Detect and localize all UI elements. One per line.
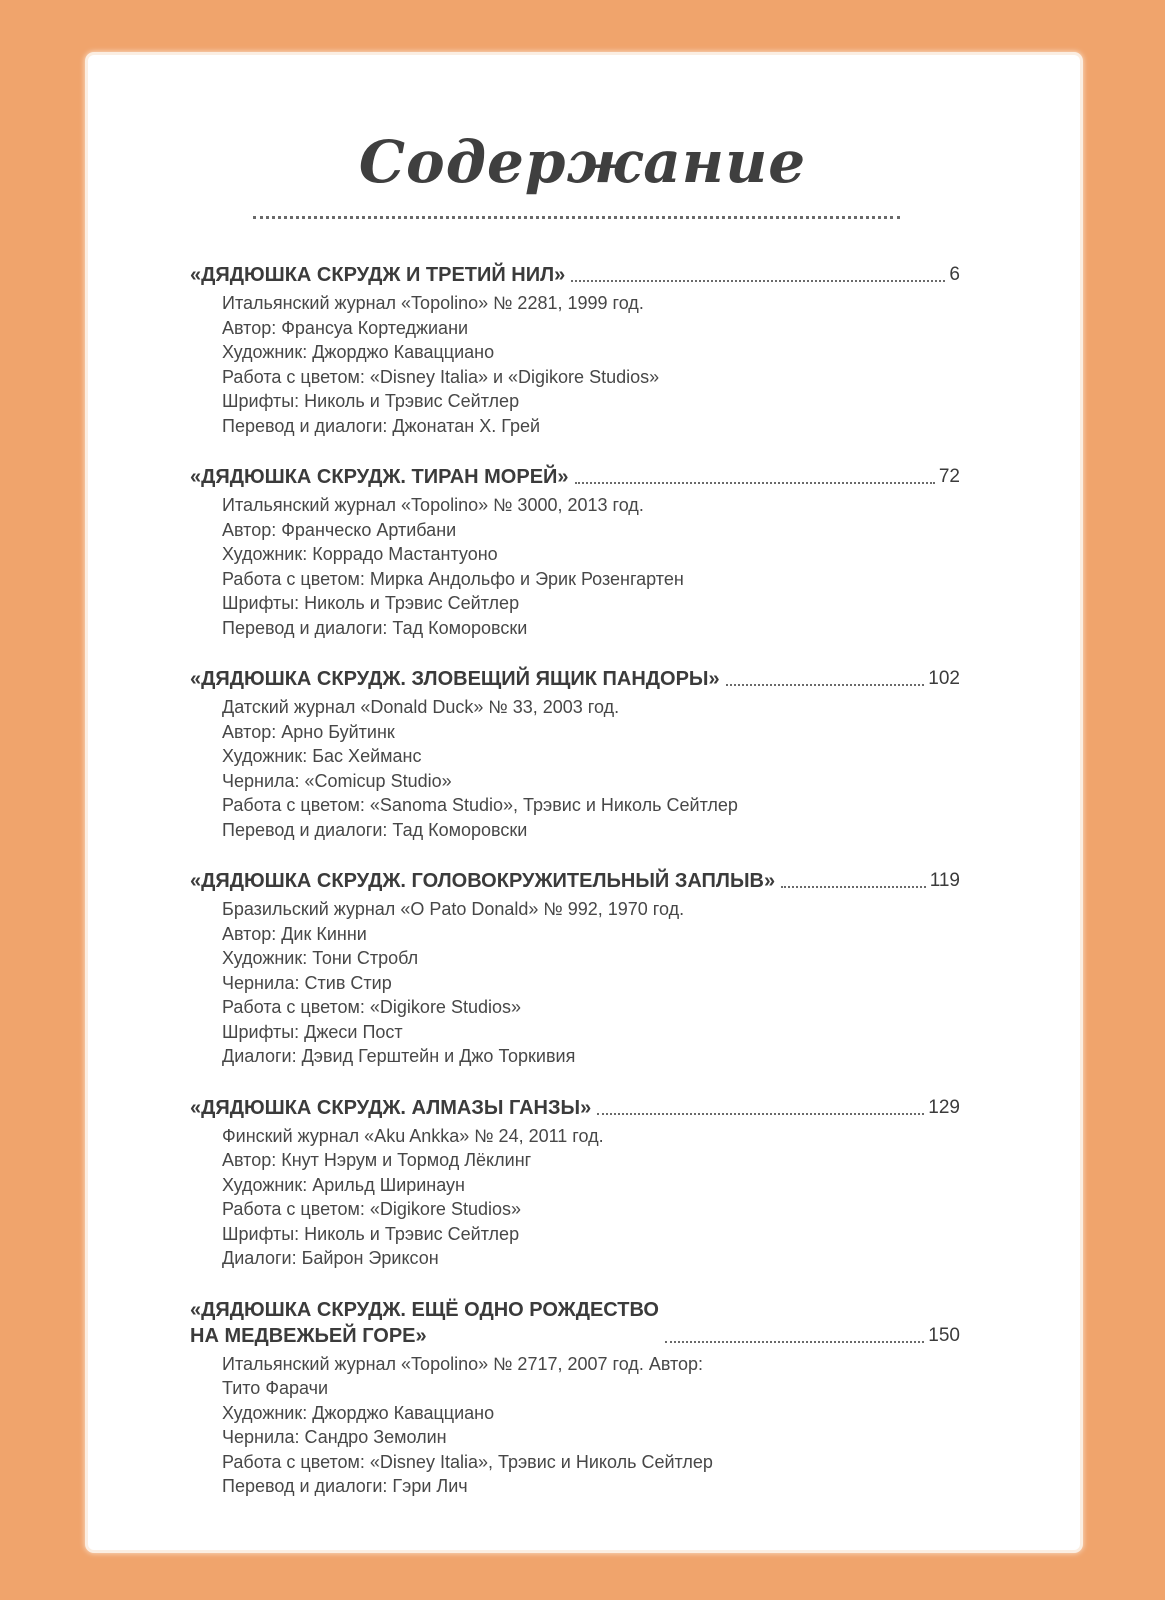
credit-line: Итальянский журнал «Topolino» № 2281, 1999 год. [222,293,644,313]
credit-line: Чернила: «Comicup Studio» [222,770,452,791]
credit-line: Работа с цветом: Мирка Андольфо и Эрик Розенгартен [222,568,684,589]
page-number: 150 [928,1324,960,1346]
credit-line: Шрифты: Николь и Трэвис Сейтлер [222,391,520,411]
entry-title: «ДЯДЮШКА СКРУДЖ. ЕЩЁ ОДНО РОЖДЕСТВО НА МЕДВЕЖЬЕЙ ГОРЕ» [190,1298,659,1347]
credit-line: Бразильский журнал «O Pato Donald» № 992, 1970 год. [222,899,685,919]
credits-list [222,1124,960,1271]
entry-header [190,868,960,894]
credit-line: Тито Фарачи [222,1378,329,1398]
credit-line: Работа с цветом: «Disney Italia» и «Digikore Studios» [222,366,660,387]
credit-line: Автор: Кнут Нэрум и Тормод Лёклинг [222,1150,532,1170]
table-of-contents [190,262,960,1525]
page-number: 102 [928,668,960,689]
credit-line: Датский журнал «Donald Duck» № 33, 2003 год. [222,697,620,717]
page-number: 6 [949,264,960,285]
entry-header [190,464,960,490]
credit-line: Художник: Бас Хейманс [222,746,422,766]
credit-line: Работа с цветом: «Sanoma Studio», Трэвис и Николь Сейтлер [222,795,738,815]
credit-line: Диалоги: Байрон Эриксон [222,1248,439,1268]
credit-line: Работа с цветом: «Digikore Studios» [222,1199,521,1219]
credit-line: Автор: Франсуа Кортеджиани [222,317,469,338]
toc-entry[interactable] [190,464,960,640]
page-number: 72 [938,466,960,487]
credit-line: Автор: Франческо Артибани [222,519,457,540]
credit-line: Чернила: Сандро Земолин [222,1427,447,1447]
credit-line: Диалоги: Дэвид Герштейн и Джо Торкивия [222,1046,576,1066]
credit-line: Художник: Джорджо Кавацциано [222,342,495,362]
title-divider [253,216,900,219]
toc-entry[interactable] [190,262,960,438]
credit-line: Художник: Джорджо Кавацциано [222,1402,495,1423]
entry-header [190,1297,960,1349]
credit-line: Шрифты: Джеси Пост [222,1021,403,1042]
dot-leader [781,886,926,888]
credit-line: Работа с цветом: «Disney Italia», Трэвис и Николь Сейтлер [222,1451,713,1472]
credit-line: Итальянский журнал «Topolino» № 3000, 2013 год. [222,495,644,515]
credit-line: Художник: Тони Стробл [222,948,419,968]
credit-line: Работа с цветом: «Digikore Studios» [222,997,521,1017]
entry-header [190,666,960,692]
page-number: 119 [929,870,960,891]
credits-list [222,1352,960,1499]
dot-leader [571,280,945,282]
page-title: Содержание [358,128,807,196]
dot-leader [726,684,925,686]
credit-line: Художник: Коррадо Мастантуоно [222,544,498,564]
entry-header [190,262,960,288]
entry-title: «ДЯДЮШКА СКРУДЖ. ГОЛОВОКРУЖИТЕЛЬНЫЙ ЗАПЛЫВ» [190,870,776,892]
credit-line: Перевод и диалоги: Джонатан Х. Грей [222,415,541,436]
credits-list [222,695,960,842]
dot-leader [665,1341,924,1343]
entry-title: «ДЯДЮШКА СКРУДЖ. АЛМАЗЫ ГАНЗЫ» [190,1096,592,1119]
credit-line: Автор: Арно Буйтинк [222,721,395,742]
credit-line: Перевод и диалоги: Тад Коморовски [222,819,528,840]
entry-title: «ДЯДЮШКА СКРУДЖ. ТИРАН МОРЕЙ» [190,466,569,488]
credit-line: Чернила: Стив Стир [222,972,392,993]
toc-entry[interactable] [190,1297,960,1499]
credits-list [222,493,960,640]
credits-list [222,291,960,438]
credits-list [222,897,960,1069]
toc-entry[interactable] [190,868,960,1069]
dot-leader [597,1113,924,1115]
entry-title: «ДЯДЮШКА СКРУДЖ И ТРЕТИЙ НИЛ» [190,264,566,286]
credit-line: Художник: Арильд Ширинаун [222,1174,465,1195]
entry-title: «ДЯДЮШКА СКРУДЖ. ЗЛОВЕЩИЙ ЯЩИК ПАНДОРЫ» [190,668,720,690]
credit-line: Перевод и диалоги: Тад Коморовски [222,617,528,638]
toc-entry[interactable] [190,666,960,842]
credit-line: Автор: Дик Кинни [222,923,367,944]
dot-leader [575,482,935,484]
toc-entry[interactable] [190,1095,960,1271]
entry-header [190,1095,960,1121]
credit-line: Финский журнал «Aku Ankka» № 24, 2011 год. [222,1125,604,1146]
credit-line: Итальянский журнал «Topolino» № 2717, 2007 год. Автор: [222,1353,704,1374]
credit-line: Шрифты: Николь и Трэвис Сейтлер [222,593,520,613]
page-number: 129 [928,1096,960,1118]
credit-line: Шрифты: Николь и Трэвис Сейтлер [222,1223,520,1244]
credit-line: Перевод и диалоги: Гэри Лич [222,1476,468,1496]
